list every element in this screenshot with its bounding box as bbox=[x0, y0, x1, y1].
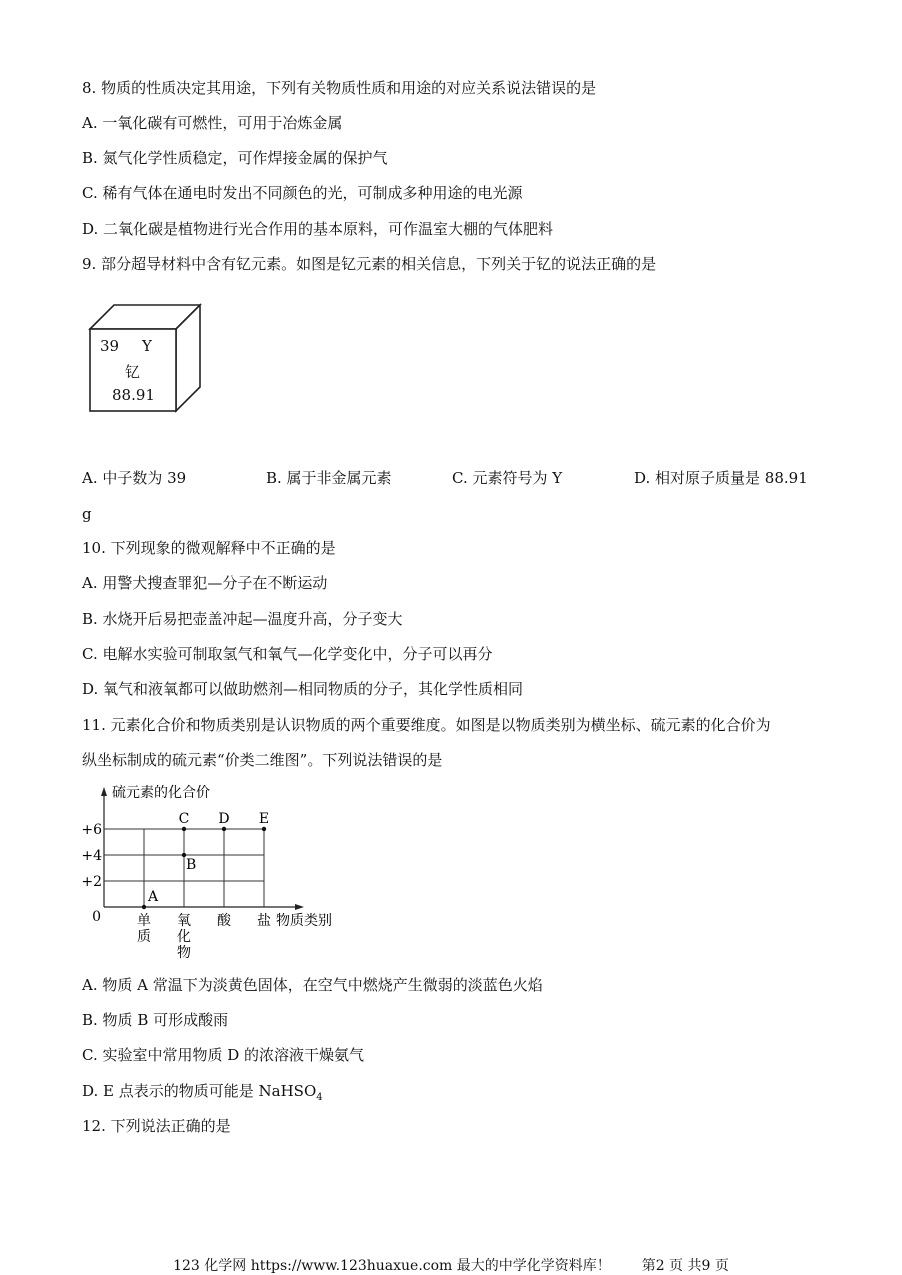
q8-option-c: C. 稀有气体在通电时发出不同颜色的光，可制成多种用途的电光源 bbox=[82, 184, 523, 202]
q12-stem: 12. 下列说法正确的是 bbox=[82, 1117, 231, 1135]
q9-option-a: A. 中子数为 39 bbox=[82, 469, 187, 487]
q8-option-a: A. 一氧化碳有可燃性，可用于冶炼金属 bbox=[82, 114, 343, 132]
q11-option-a: A. 物质 A 常温下为淡黄色固体，在空气中燃烧产生微弱的淡蓝色火焰 bbox=[82, 976, 543, 994]
x-axis-arrow bbox=[295, 904, 304, 910]
q9-option-d-unit: g bbox=[82, 505, 92, 523]
q8-option-b: B. 氮气化学性质稳定，可作焊接金属的保护气 bbox=[82, 149, 388, 167]
data-point-e bbox=[262, 827, 266, 831]
q11-stem-line1: 11. 元素化合价和物质类别是认识物质的两个重要维度。如图是以物质类别为横坐标、硫元素的化合价为 bbox=[82, 716, 771, 734]
data-point-d bbox=[222, 827, 226, 831]
q11-stem-line2: 纵坐标制成的硫元素“价类二维图”。下列说法错误的是 bbox=[82, 751, 443, 769]
sulfur-valence-chart bbox=[82, 780, 362, 969]
element-cube-yttrium bbox=[88, 303, 204, 415]
point-label-c: C bbox=[178, 811, 190, 827]
q11-option-d-text: D. E 点表示的物质可能是 NaHSO bbox=[82, 1082, 317, 1100]
footer-page-number: 第2 页 共9 页 bbox=[641, 1258, 729, 1274]
q8-option-d: D. 二氧化碳是植物进行光合作用的基本原料，可作温室大棚的气体肥料 bbox=[82, 220, 554, 238]
atomic-mass: 88.91 bbox=[112, 386, 155, 404]
y-axis-label: 硫元素的化合价 bbox=[112, 785, 210, 801]
point-label-e: E bbox=[258, 811, 270, 827]
element-name: 钇 bbox=[125, 363, 141, 381]
x-tick-label: 盐 bbox=[257, 913, 271, 929]
x-tick-label: 氧 bbox=[177, 913, 191, 929]
q9-option-c: C. 元素符号为 Y bbox=[452, 469, 563, 487]
y-axis-arrow bbox=[101, 787, 107, 796]
q10-stem: 10. 下列现象的微观解释中不正确的是 bbox=[82, 539, 336, 557]
q10-option-d: D. 氧气和液氧都可以做助燃剂—相同物质的分子，其化学性质相同 bbox=[82, 680, 524, 698]
point-label-a: A bbox=[148, 889, 159, 905]
y-tick-label: +2 bbox=[82, 874, 102, 890]
x-tick-label: 质 bbox=[137, 929, 151, 945]
x-tick-label: 单 bbox=[137, 913, 151, 929]
footer-site: 123 化学网 bbox=[173, 1258, 247, 1274]
q10-option-a: A. 用警犬搜查罪犯—分子在不断运动 bbox=[82, 574, 328, 592]
origin-label: 0 bbox=[92, 909, 101, 925]
footer-slogan: 最大的中学化学资料库！ bbox=[456, 1258, 611, 1274]
page-footer bbox=[0, 1255, 902, 1275]
q9-option-b: B. 属于非金属元素 bbox=[266, 469, 392, 487]
element-symbol: Y bbox=[142, 337, 152, 355]
q9-stem: 9. 部分超导材料中含有钇元素。如图是钇元素的相关信息，下列关于钇的说法正确的是 bbox=[82, 255, 657, 273]
atomic-number: 39 bbox=[100, 337, 120, 355]
x-axis-label: 物质类别 bbox=[276, 913, 332, 929]
q11-option-d-subscript: 4 bbox=[316, 1092, 323, 1103]
q8-stem: 8. 物质的性质决定其用途，下列有关物质性质和用途的对应关系说法错误的是 bbox=[82, 79, 597, 97]
x-tick-label: 物 bbox=[177, 945, 191, 961]
x-tick-label: 酸 bbox=[217, 913, 231, 929]
point-label-d: D bbox=[218, 811, 230, 827]
x-tick-label: 化 bbox=[177, 929, 191, 945]
q11-option-c: C. 实验室中常用物质 D 的浓溶液干燥氨气 bbox=[82, 1046, 365, 1064]
point-label-b: B bbox=[186, 857, 197, 873]
q11-option-b: B. 物质 B 可形成酸雨 bbox=[82, 1011, 229, 1029]
q9-option-d: D. 相对原子质量是 88.91 bbox=[634, 469, 808, 487]
y-tick-label: +4 bbox=[82, 848, 102, 864]
data-point-c bbox=[182, 827, 186, 831]
y-tick-label: +6 bbox=[82, 822, 102, 838]
footer-url[interactable]: https://www.123huaxue.com bbox=[250, 1258, 453, 1274]
q10-option-c: C. 电解水实验可制取氢气和氧气—化学变化中，分子可以再分 bbox=[82, 645, 493, 663]
q11-option-d bbox=[82, 1081, 323, 1108]
data-point-a bbox=[142, 905, 146, 909]
q10-option-b: B. 水烧开后易把壶盖冲起—温度升高，分子变大 bbox=[82, 610, 403, 628]
chart-canvas bbox=[82, 780, 362, 965]
